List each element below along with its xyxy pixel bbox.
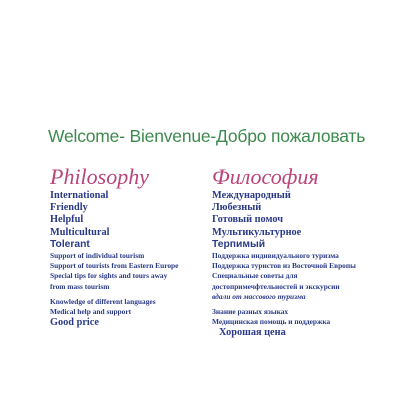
list-item: Support of tourists from Eastern Europe <box>50 261 179 271</box>
list-item: Support of individual tourism <box>50 251 145 261</box>
philosophy-column-english <box>50 166 212 329</box>
list-item: Поддержка туристов из Восточной Европы <box>212 261 356 271</box>
list-item: Готовый помоч <box>212 214 284 226</box>
list-item: Medical help and support <box>50 307 132 317</box>
list-item: достопримечфтельностей и экскурсии <box>212 281 340 291</box>
list-item: Special tips for sights and tours away <box>50 271 168 281</box>
list-item: Терпимый <box>212 238 266 250</box>
welcome-banner: Welcome- Bienvenue-Добро пожаловать <box>48 126 366 146</box>
list-item: Friendly <box>50 202 88 214</box>
list-item: Helpful <box>50 214 84 226</box>
list-item: Tolerant <box>50 238 90 250</box>
list-item: Хорошая цена <box>219 327 286 339</box>
philosophy-list-ru <box>212 190 418 340</box>
philosophy-list <box>50 190 212 329</box>
philosophy-heading: Philosophy <box>50 164 149 189</box>
list-item: Знание разных языках <box>212 307 289 317</box>
list-item: Мультикультурное <box>212 226 302 238</box>
list-item: вдали от массового туризма <box>212 291 306 301</box>
list-item: Multicultural <box>50 226 110 238</box>
list-item: from mass tourism <box>50 281 110 291</box>
list-item: Медицинская помощь и поддержка <box>212 317 331 327</box>
list-item: International <box>50 190 109 201</box>
philosophy-column-russian <box>212 166 418 340</box>
philosophy-heading-ru: Философия <box>212 164 319 189</box>
list-item: Good price <box>50 317 99 329</box>
list-item: Knowledge of different languages <box>50 296 156 306</box>
list-item: Международный <box>212 190 291 201</box>
list-item: Поддержка индивидуального туризма <box>212 251 339 261</box>
list-item: Любезный <box>212 202 262 214</box>
list-item: Специальные советы для <box>212 271 298 281</box>
